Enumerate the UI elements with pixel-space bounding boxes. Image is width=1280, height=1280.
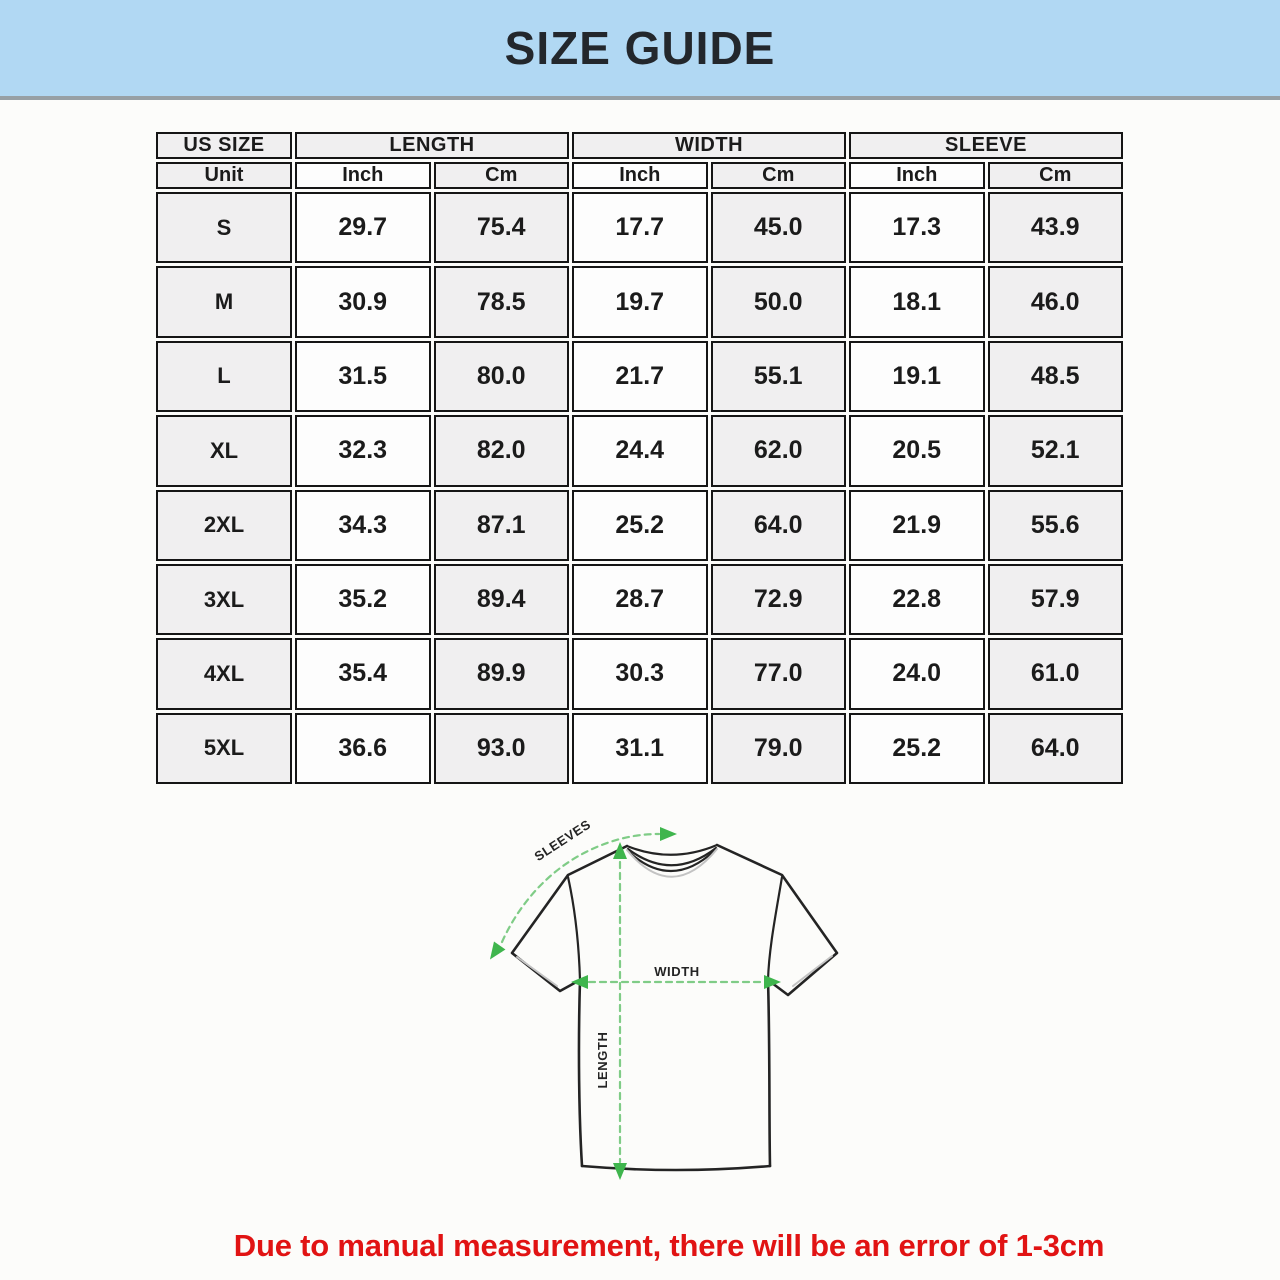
tshirt-svg — [430, 798, 890, 1198]
table-row — [156, 638, 1123, 709]
unit-cell: Cm — [711, 162, 847, 189]
value-cell: 55.1 — [711, 341, 847, 412]
measurement-lines — [502, 834, 763, 1162]
table-row — [156, 341, 1123, 412]
value-cell: 32.3 — [295, 415, 431, 486]
sleeve-arrow-top — [660, 827, 677, 841]
value-cell: 30.3 — [572, 638, 708, 709]
size-cell: 5XL — [156, 713, 292, 784]
value-cell: 34.3 — [295, 490, 431, 561]
header-width: WIDTH — [572, 132, 846, 159]
size-cell: XL — [156, 415, 292, 486]
sleeve-arrow-bottom — [484, 942, 505, 964]
unit-cell: Inch — [849, 162, 985, 189]
width-label: WIDTH — [654, 964, 700, 979]
header-banner — [0, 0, 1280, 100]
value-cell: 80.0 — [434, 341, 570, 412]
size-cell: S — [156, 192, 292, 263]
value-cell: 20.5 — [849, 415, 985, 486]
value-cell: 64.0 — [711, 490, 847, 561]
size-cell: 3XL — [156, 564, 292, 635]
left-cuff-seam — [517, 957, 557, 986]
unit-cell: Inch — [295, 162, 431, 189]
unit-label-cell: Unit — [156, 162, 292, 189]
value-cell: 31.5 — [295, 341, 431, 412]
unit-cell: Inch — [572, 162, 708, 189]
size-cell: 2XL — [156, 490, 292, 561]
value-cell: 55.6 — [988, 490, 1124, 561]
value-cell: 93.0 — [434, 713, 570, 784]
length-label: LENGTH — [595, 1031, 610, 1089]
value-cell: 79.0 — [711, 713, 847, 784]
size-cell: L — [156, 341, 292, 412]
measurement-disclaimer: Due to manual measurement, there will be an error of 1-3cm — [233, 1228, 1105, 1263]
size-cell: M — [156, 266, 292, 337]
value-cell: 82.0 — [434, 415, 570, 486]
length-arrow-bottom — [613, 1163, 627, 1180]
table-row — [156, 192, 1123, 263]
value-cell: 18.1 — [849, 266, 985, 337]
value-cell: 28.7 — [572, 564, 708, 635]
header-us-size: US SIZE — [156, 132, 292, 159]
size-cell: 4XL — [156, 638, 292, 709]
header-length: LENGTH — [295, 132, 569, 159]
value-cell: 64.0 — [988, 713, 1124, 784]
value-cell: 46.0 — [988, 266, 1124, 337]
table-unit-row — [156, 162, 1123, 189]
tshirt-measurement-diagram — [430, 798, 890, 1198]
right-cuff-seam — [793, 956, 832, 986]
value-cell: 77.0 — [711, 638, 847, 709]
value-cell: 30.9 — [295, 266, 431, 337]
value-cell: 17.3 — [849, 192, 985, 263]
value-cell: 35.2 — [295, 564, 431, 635]
size-guide-table — [153, 129, 1126, 787]
value-cell: 45.0 — [711, 192, 847, 263]
value-cell: 21.9 — [849, 490, 985, 561]
collar-seam — [627, 849, 717, 877]
value-cell: 21.7 — [572, 341, 708, 412]
value-cell: 52.1 — [988, 415, 1124, 486]
unit-cell: Cm — [434, 162, 570, 189]
value-cell: 62.0 — [711, 415, 847, 486]
table-row — [156, 490, 1123, 561]
table-row — [156, 266, 1123, 337]
page-title: SIZE GUIDE — [504, 22, 776, 74]
value-cell: 87.1 — [434, 490, 570, 561]
value-cell: 72.9 — [711, 564, 847, 635]
value-cell: 19.7 — [572, 266, 708, 337]
value-cell: 29.7 — [295, 192, 431, 263]
value-cell: 57.9 — [988, 564, 1124, 635]
value-cell: 31.1 — [572, 713, 708, 784]
table-header-row — [156, 132, 1123, 159]
measurement-arrowheads — [484, 827, 781, 1180]
size-table-body — [156, 192, 1123, 784]
value-cell: 17.7 — [572, 192, 708, 263]
value-cell: 19.1 — [849, 341, 985, 412]
tshirt-outline — [512, 845, 837, 1170]
value-cell: 61.0 — [988, 638, 1124, 709]
value-cell: 50.0 — [711, 266, 847, 337]
value-cell: 22.8 — [849, 564, 985, 635]
value-cell: 48.5 — [988, 341, 1124, 412]
value-cell: 89.4 — [434, 564, 570, 635]
value-cell: 35.4 — [295, 638, 431, 709]
value-cell: 24.0 — [849, 638, 985, 709]
header-sleeve: SLEEVE — [849, 132, 1123, 159]
value-cell: 89.9 — [434, 638, 570, 709]
table-row — [156, 564, 1123, 635]
value-cell: 25.2 — [572, 490, 708, 561]
value-cell: 78.5 — [434, 266, 570, 337]
table-row — [156, 415, 1123, 486]
sleeves-label: SLEEVES — [531, 816, 594, 864]
value-cell: 43.9 — [988, 192, 1124, 263]
table-row — [156, 713, 1123, 784]
value-cell: 75.4 — [434, 192, 570, 263]
unit-cell: Cm — [988, 162, 1124, 189]
value-cell: 25.2 — [849, 713, 985, 784]
value-cell: 36.6 — [295, 713, 431, 784]
value-cell: 24.4 — [572, 415, 708, 486]
